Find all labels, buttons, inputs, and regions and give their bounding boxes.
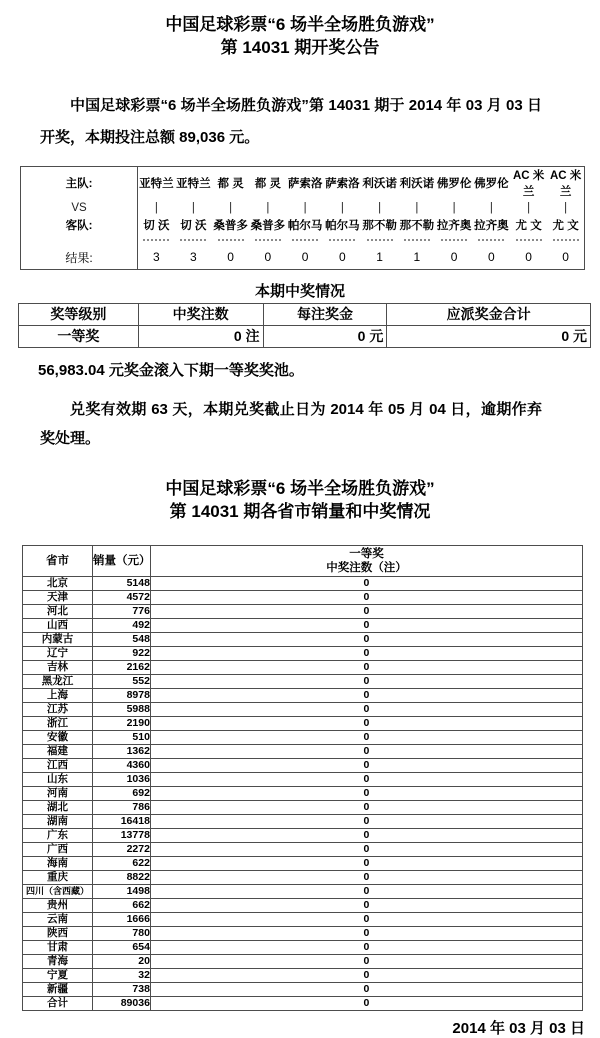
- dash-line: [329, 239, 355, 241]
- vs-separator-cell: |: [378, 201, 382, 214]
- province-row: [23, 660, 583, 674]
- sales-cell: 776: [92, 604, 150, 618]
- province-row: [23, 800, 583, 814]
- home-team-cell: 佛罗伦: [436, 178, 472, 190]
- province-header-prize-line2: 中奖注数（注）: [326, 561, 407, 574]
- province-name-cell: 北京: [23, 576, 93, 590]
- away-team-cell: 帕尔马: [287, 220, 323, 232]
- prize-count-cell: 0: [150, 716, 582, 730]
- prize-count-cell: 0: [150, 828, 582, 842]
- vs-separator-cell: |: [303, 201, 307, 214]
- dash-row-label: [21, 234, 138, 246]
- province-row: [23, 828, 583, 842]
- prize-header-row: [19, 303, 591, 325]
- province-row: [23, 632, 583, 646]
- away-team-cell: 尤 文: [515, 220, 542, 232]
- province-row: [23, 786, 583, 800]
- province-name-cell: 四川（含西藏）: [23, 884, 93, 898]
- home-team-cell: 亚特兰: [176, 178, 211, 190]
- province-row: [23, 982, 583, 996]
- prize-count-cell: 0: [150, 856, 582, 870]
- prize-count-cell: 0: [150, 632, 582, 646]
- vs-separator-cell: |: [154, 201, 158, 214]
- province-name-cell: 内蒙古: [23, 632, 93, 646]
- prize-count-cell: 0: [150, 940, 582, 954]
- province-section-title-line2: 第 14031 期各省市销量和中奖情况: [169, 501, 431, 521]
- province-row: [23, 912, 583, 926]
- sales-cell: 16418: [92, 814, 150, 828]
- prize-count-cell: 0: [150, 786, 582, 800]
- province-row: [23, 758, 583, 772]
- prize-count-cell: 0: [150, 884, 582, 898]
- prize-count-cell: 0: [150, 996, 582, 1010]
- dash-line: [367, 239, 393, 241]
- prize-count-cell: 0: [150, 590, 582, 604]
- province-name-cell: 广东: [23, 828, 93, 842]
- away-team-cell: 那不勒: [362, 220, 397, 232]
- away-team-cell: 尤 文: [552, 220, 579, 232]
- home-team-cell: 都 灵: [217, 178, 244, 190]
- province-name-cell: 合计: [23, 996, 93, 1010]
- province-name-cell: 青海: [23, 954, 93, 968]
- away-row-label: 客队:: [21, 216, 138, 234]
- province-row: [23, 730, 583, 744]
- page-title-line2: 第 14031 期开奖公告: [220, 38, 380, 57]
- province-name-cell: 天津: [23, 590, 93, 604]
- province-row: [23, 856, 583, 870]
- prize-per-bet-cell: 0 元: [263, 325, 387, 347]
- match-row-result: [21, 246, 585, 269]
- result-cell: 0: [450, 250, 458, 265]
- dash-separator-cell: [436, 234, 473, 246]
- prize-table: [18, 303, 591, 348]
- sales-cell: 786: [92, 800, 150, 814]
- province-row: [23, 996, 583, 1010]
- sales-cell: 2272: [92, 842, 150, 856]
- province-row: [23, 870, 583, 884]
- vs-separator-cell: |: [564, 201, 568, 214]
- province-row: [23, 884, 583, 898]
- province-row: [23, 576, 583, 590]
- sales-cell: 8978: [92, 688, 150, 702]
- sales-cell: 1362: [92, 744, 150, 758]
- province-row: [23, 898, 583, 912]
- sales-cell: 780: [92, 926, 150, 940]
- province-section-title-line1: 中国足球彩票“6 场半全场胜负游戏”: [165, 478, 435, 498]
- province-row: [23, 716, 583, 730]
- prize-count-cell: 0: [150, 646, 582, 660]
- province-name-cell: 广西: [23, 842, 93, 856]
- province-name-cell: 海南: [23, 856, 93, 870]
- match-row-away: [21, 216, 585, 234]
- province-row: [23, 954, 583, 968]
- dash-line: [553, 239, 579, 241]
- province-name-cell: 湖北: [23, 800, 93, 814]
- dash-line: [218, 239, 244, 241]
- prize-count-cell: 0: [150, 758, 582, 772]
- prize-header-level: 奖等级别: [19, 303, 139, 325]
- sales-cell: 738: [92, 982, 150, 996]
- sales-cell: 4572: [92, 590, 150, 604]
- sales-cell: 548: [92, 632, 150, 646]
- match-results-table: [20, 166, 585, 270]
- dash-line: [478, 239, 504, 241]
- home-team-cell: 利沃诺: [399, 178, 435, 190]
- sales-cell: 492: [92, 618, 150, 632]
- away-team-cell: 桑普多: [250, 220, 286, 232]
- result-cell: 0: [227, 250, 234, 265]
- province-row: [23, 926, 583, 940]
- province-row: [23, 590, 583, 604]
- province-name-cell: 河北: [23, 604, 93, 618]
- province-name-cell: 浙江: [23, 716, 93, 730]
- away-team-cell: 切 沃: [143, 220, 170, 232]
- dash-line: [404, 239, 430, 241]
- province-sales-table: [22, 545, 583, 1011]
- prize-count-cell: 0: [150, 912, 582, 926]
- match-row-dash: [21, 234, 585, 246]
- vs-separator-cell: |: [229, 201, 233, 214]
- intro-paragraph: 中国足球彩票“6 场半全场胜负游戏”第 14031 期于 2014 年 03 月 03 日开奖，本期投注总额 89,036 元。: [40, 97, 542, 146]
- prize-count-cell: 0: [150, 968, 582, 982]
- sales-cell: 922: [92, 646, 150, 660]
- result-cell: 1: [413, 250, 421, 265]
- prize-count-cell: 0: [150, 954, 582, 968]
- prize-count-cell: 0: [150, 772, 582, 786]
- dash-separator-cell: [175, 234, 212, 246]
- province-row: [23, 674, 583, 688]
- dash-separator-cell: [249, 234, 286, 246]
- sales-cell: 89036: [92, 996, 150, 1010]
- prize-count-cell: 0: [150, 926, 582, 940]
- dash-separator-cell: [398, 234, 435, 246]
- prize-count-cell: 0: [150, 814, 582, 828]
- province-header-prize-line1: 一等奖: [349, 547, 384, 560]
- away-team-cell: 切 沃: [180, 220, 207, 232]
- province-name-cell: 福建: [23, 744, 93, 758]
- prize-count-cell: 0: [150, 744, 582, 758]
- home-team-cell: AC 米兰: [512, 170, 545, 198]
- sales-cell: 20: [92, 954, 150, 968]
- province-row: [23, 968, 583, 982]
- province-row: [23, 744, 583, 758]
- redeem-paragraph: 兑奖有效期 63 天，本期兑奖截止日为 2014 年 05 月 04 日，逾期作弃奖处理。: [40, 400, 542, 447]
- province-row: [23, 702, 583, 716]
- sales-cell: 622: [92, 856, 150, 870]
- prize-header-count: 中奖注数: [138, 303, 263, 325]
- dash-separator-cell: [473, 234, 510, 246]
- rollover-paragraph: 56,983.04 元奖金滚入下期一等奖奖池。: [38, 361, 304, 379]
- sales-cell: 1666: [92, 912, 150, 926]
- home-team-cell: 亚特兰: [139, 178, 174, 190]
- dash-line: [292, 239, 318, 241]
- province-name-cell: 重庆: [23, 870, 93, 884]
- province-row: [23, 618, 583, 632]
- province-name-cell: 辽宁: [23, 646, 93, 660]
- prize-count-cell: 0: [150, 800, 582, 814]
- sales-cell: 4360: [92, 758, 150, 772]
- province-section-title: [0, 477, 600, 523]
- province-row: [23, 842, 583, 856]
- dash-separator-cell: [138, 234, 175, 246]
- result-row-label: 结果:: [21, 246, 138, 269]
- dash-line: [180, 239, 206, 241]
- away-team-cell: 拉齐奥: [474, 220, 509, 232]
- prize-level-cell: 一等奖: [19, 325, 139, 347]
- sales-cell: 1036: [92, 772, 150, 786]
- province-name-cell: 山西: [23, 618, 93, 632]
- match-row-vs: [21, 199, 585, 216]
- province-name-cell: 江苏: [23, 702, 93, 716]
- sales-cell: 1498: [92, 884, 150, 898]
- dash-separator-cell: [547, 234, 584, 246]
- vs-separator-cell: |: [527, 201, 531, 214]
- sales-cell: 2190: [92, 716, 150, 730]
- province-name-cell: 陕西: [23, 926, 93, 940]
- prize-count-cell: 0: [150, 702, 582, 716]
- prize-count-cell: 0: [150, 870, 582, 884]
- province-row: [23, 940, 583, 954]
- prize-count-cell: 0 注: [138, 325, 263, 347]
- province-name-cell: 甘肃: [23, 940, 93, 954]
- match-row-home: [21, 167, 585, 200]
- vs-separator-cell: |: [340, 201, 344, 214]
- province-header-sales: 销量（元）: [92, 545, 150, 576]
- vs-row-label: VS: [21, 199, 138, 216]
- province-name-cell: 山东: [23, 772, 93, 786]
- away-team-cell: 桑普多: [213, 220, 248, 232]
- away-team-cell: 帕尔马: [325, 220, 360, 232]
- result-cell: 0: [339, 250, 346, 265]
- province-name-cell: 新疆: [23, 982, 93, 996]
- province-header-row: [23, 545, 583, 576]
- dash-line: [441, 239, 467, 241]
- prize-total-cell: 0 元: [387, 325, 591, 347]
- result-cell: 0: [488, 250, 495, 265]
- away-team-cell: 那不勒: [399, 220, 435, 232]
- province-name-cell: 湖南: [23, 814, 93, 828]
- province-name-cell: 云南: [23, 912, 93, 926]
- prize-count-cell: 0: [150, 660, 582, 674]
- province-name-cell: 贵州: [23, 898, 93, 912]
- vs-separator-cell: |: [489, 201, 493, 214]
- result-cell: 0: [562, 250, 569, 265]
- province-name-cell: 河南: [23, 786, 93, 800]
- dash-separator-cell: [324, 234, 361, 246]
- sales-cell: 2162: [92, 660, 150, 674]
- prize-header-total: 应派奖金合计: [387, 303, 591, 325]
- vs-separator-cell: |: [415, 201, 419, 214]
- sales-cell: 552: [92, 674, 150, 688]
- sales-cell: 8822: [92, 870, 150, 884]
- sales-cell: 5148: [92, 576, 150, 590]
- away-team-cell: 拉齐奥: [436, 220, 472, 232]
- dash-line: [516, 239, 542, 241]
- page-title: [0, 13, 600, 59]
- province-name-cell: 吉林: [23, 660, 93, 674]
- province-name-cell: 江西: [23, 758, 93, 772]
- sales-cell: 654: [92, 940, 150, 954]
- province-name-cell: 宁夏: [23, 968, 93, 982]
- prize-data-row: [19, 325, 591, 347]
- province-name-cell: 安徽: [23, 730, 93, 744]
- home-team-cell: 萨索洛: [325, 178, 360, 190]
- province-row: [23, 772, 583, 786]
- result-cell: 3: [153, 250, 160, 265]
- dash-separator-cell: [361, 234, 398, 246]
- sales-cell: 662: [92, 898, 150, 912]
- prize-count-cell: 0: [150, 576, 582, 590]
- dash-separator-cell: [510, 234, 547, 246]
- province-row: [23, 604, 583, 618]
- province-table-body: [23, 576, 583, 1010]
- home-team-cell: AC 米兰: [549, 170, 582, 198]
- prize-count-cell: 0: [150, 898, 582, 912]
- prize-table-caption: 本期中奖情况: [254, 282, 345, 300]
- province-name-cell: 黑龙江: [23, 674, 93, 688]
- prize-count-cell: 0: [150, 982, 582, 996]
- prize-count-cell: 0: [150, 730, 582, 744]
- result-cell: 1: [376, 250, 383, 265]
- province-header-name: 省市: [23, 545, 93, 576]
- sales-cell: 510: [92, 730, 150, 744]
- province-name-cell: 上海: [23, 688, 93, 702]
- vs-separator-cell: |: [452, 201, 456, 214]
- sales-cell: 692: [92, 786, 150, 800]
- vs-separator-cell: |: [191, 201, 195, 214]
- dash-line: [255, 239, 281, 241]
- dash-separator-cell: [287, 234, 324, 246]
- home-team-cell: 佛罗伦: [474, 178, 509, 190]
- province-row: [23, 814, 583, 828]
- prize-header-per-bet: 每注奖金: [263, 303, 387, 325]
- prize-count-cell: 0: [150, 688, 582, 702]
- prize-count-cell: 0: [150, 618, 582, 632]
- province-row: [23, 646, 583, 660]
- result-cell: 3: [190, 250, 197, 265]
- footer-date: 2014 年 03 月 03 日: [452, 1019, 585, 1037]
- province-header-prize: [150, 545, 582, 576]
- home-team-cell: 都 灵: [254, 178, 281, 190]
- home-team-cell: 利沃诺: [362, 178, 397, 190]
- sales-cell: 5988: [92, 702, 150, 716]
- home-row-label: 主队:: [21, 167, 138, 200]
- home-team-cell: 萨索洛: [287, 178, 323, 190]
- dash-line: [143, 239, 169, 241]
- prize-count-cell: 0: [150, 842, 582, 856]
- result-cell: 0: [264, 250, 272, 265]
- dash-separator-cell: [212, 234, 249, 246]
- vs-separator-cell: |: [266, 201, 270, 214]
- result-cell: 0: [301, 250, 309, 265]
- page-title-line1: 中国足球彩票“6 场半全场胜负游戏”: [165, 15, 435, 34]
- province-row: [23, 688, 583, 702]
- sales-cell: 13778: [92, 828, 150, 842]
- result-cell: 0: [525, 250, 532, 265]
- prize-count-cell: 0: [150, 604, 582, 618]
- prize-count-cell: 0: [150, 674, 582, 688]
- sales-cell: 32: [92, 968, 150, 982]
